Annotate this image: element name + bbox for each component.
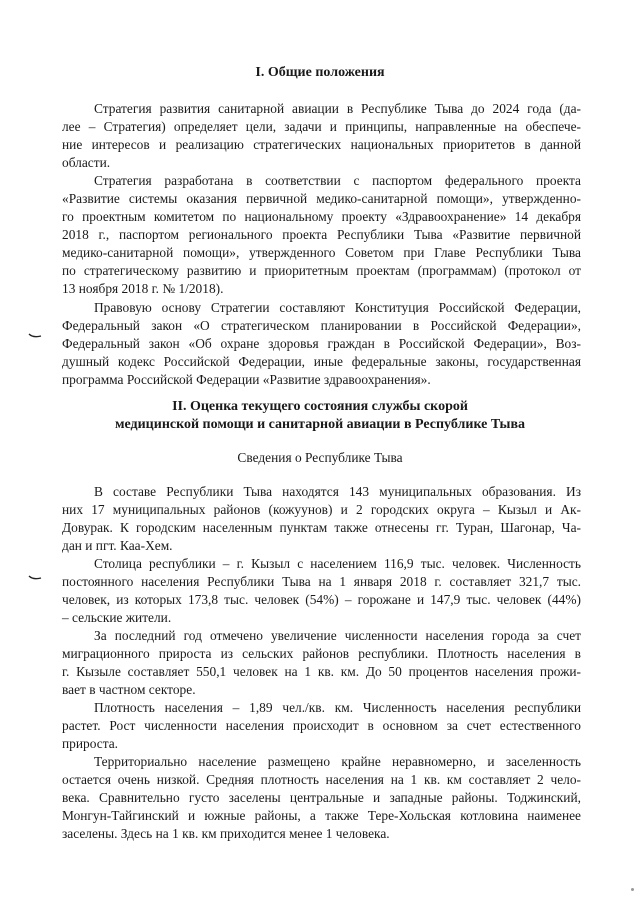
text-line: Федеральный закон «Об охране здоровья граждан в Российской Федерации», Воз- (62, 336, 581, 351)
text-line: века. Сравнительно густо заселены центральные и западные районы. Тоджинский, (62, 790, 581, 805)
text-line: прироста. (62, 736, 119, 751)
text-line: программа Российской Федерации «Развитие здравоохранения». (62, 372, 431, 387)
text-line: Федеральный закон «О стратегическом планировании в Российской Федерации», (62, 318, 581, 333)
text-line: – сельские жители. (62, 610, 172, 625)
text-line: миграционного прироста из сельских районов республики. Плотность населения в (62, 646, 581, 661)
text-line: душный кодекс Российской Федерации, иные федеральные законы, государственная (62, 354, 581, 369)
text-line: человек, из которых 173,8 тыс. человек (54%) – горожане и 147,9 тыс. человек (44%) (62, 592, 581, 607)
text-line: Стратегия развития санитарной авиации в Республике Тыва до 2024 года (да- (94, 101, 581, 116)
text-line: ние интересов и реализацию стратегических национальных приоритетов в данной (62, 137, 581, 152)
text-line: г. Кызыле составляет 550,1 человек на 1 кв. км. До 50 процентов населения прожи- (62, 664, 581, 679)
margin-tick-mark-icon (28, 333, 42, 339)
text-line: Правовую основу Стратегии составляют Конституция Российской Федерации, (94, 300, 581, 315)
text-line: 13 ноября 2018 г. № 1/2018). (62, 281, 224, 296)
text-line: го проектным комитетом по национальному проекту «Здравоохранение» 14 декабря (62, 209, 581, 224)
text-line: медико-санитарной помощи», утвержденного Советом при Главе Республики Тыва (62, 245, 581, 260)
text-line: Плотность населения – 1,89 чел./кв. км. Численность населения республики (94, 700, 581, 715)
section-1-heading: I. Общие положения (255, 65, 385, 80)
text-line: Столица республики – г. Кызыл с населением 116,9 тыс. человек. Численность (94, 556, 581, 571)
text-line: них 17 муниципальных районов (кожуунов) и 2 городских округа – Кызыл и Ак- (62, 502, 581, 517)
text-line: Довурак. К городским населенным пунктам также отнесены гг. Туран, Шагонар, Ча- (62, 520, 581, 535)
text-line: дан и пгт. Каа-Хем. (62, 538, 173, 553)
scan-speck (631, 888, 634, 891)
text-line: заселены. Здесь на 1 кв. км приходится менее 1 человека. (62, 826, 390, 841)
text-line: области. (62, 155, 111, 170)
text-line: 2018 г., паспортом регионального проекта Республики Тыва «Развитие первичной (62, 227, 581, 242)
text-line: Территориально население размещено крайне неравномерно, и заселенность (94, 754, 581, 769)
text-line: В составе Республики Тыва находятся 143 муниципальных образования. Из (94, 484, 581, 499)
text-line: растет. Рост численности населения происходит в основном за счет естественного (62, 718, 581, 733)
margin-tick-mark-icon (28, 575, 42, 581)
text-line: Монгун-Тайгинский и южные районы, а также Тере-Хольская котловина наименее (62, 808, 581, 823)
section-2-subheading: Сведения о Республике Тыва (237, 450, 403, 465)
text-line: по стратегическому развитию и приоритетным проектам (программам) (протокол от (62, 263, 581, 278)
text-line: лее – Стратегия) определяет цели, задачи и принципы, направленные на обеспече- (62, 119, 581, 134)
text-line: вает в частном секторе. (62, 682, 196, 697)
section-2-heading-line-2: медицинской помощи и санитарной авиации в Республике Тыва (114, 417, 526, 432)
text-line: остается очень низкой. Средняя плотность населения на 1 кв. км составляет 2 чело- (62, 772, 581, 787)
text-line: постоянного населения Республики Тыва на 1 января 2018 г. составляет 321,7 тыс. (62, 574, 581, 589)
text-line: Стратегия разработана в соответствии с паспортом федерального проекта (94, 173, 581, 188)
text-line: За последний год отмечено увеличение численности населения города за счет (94, 628, 581, 643)
text-line: «Развитие системы оказания первичной медико-санитарной помощи», утвержденно- (62, 191, 581, 206)
section-2-heading-line-1: II. Оценка текущего состояния службы скорой (172, 399, 468, 414)
